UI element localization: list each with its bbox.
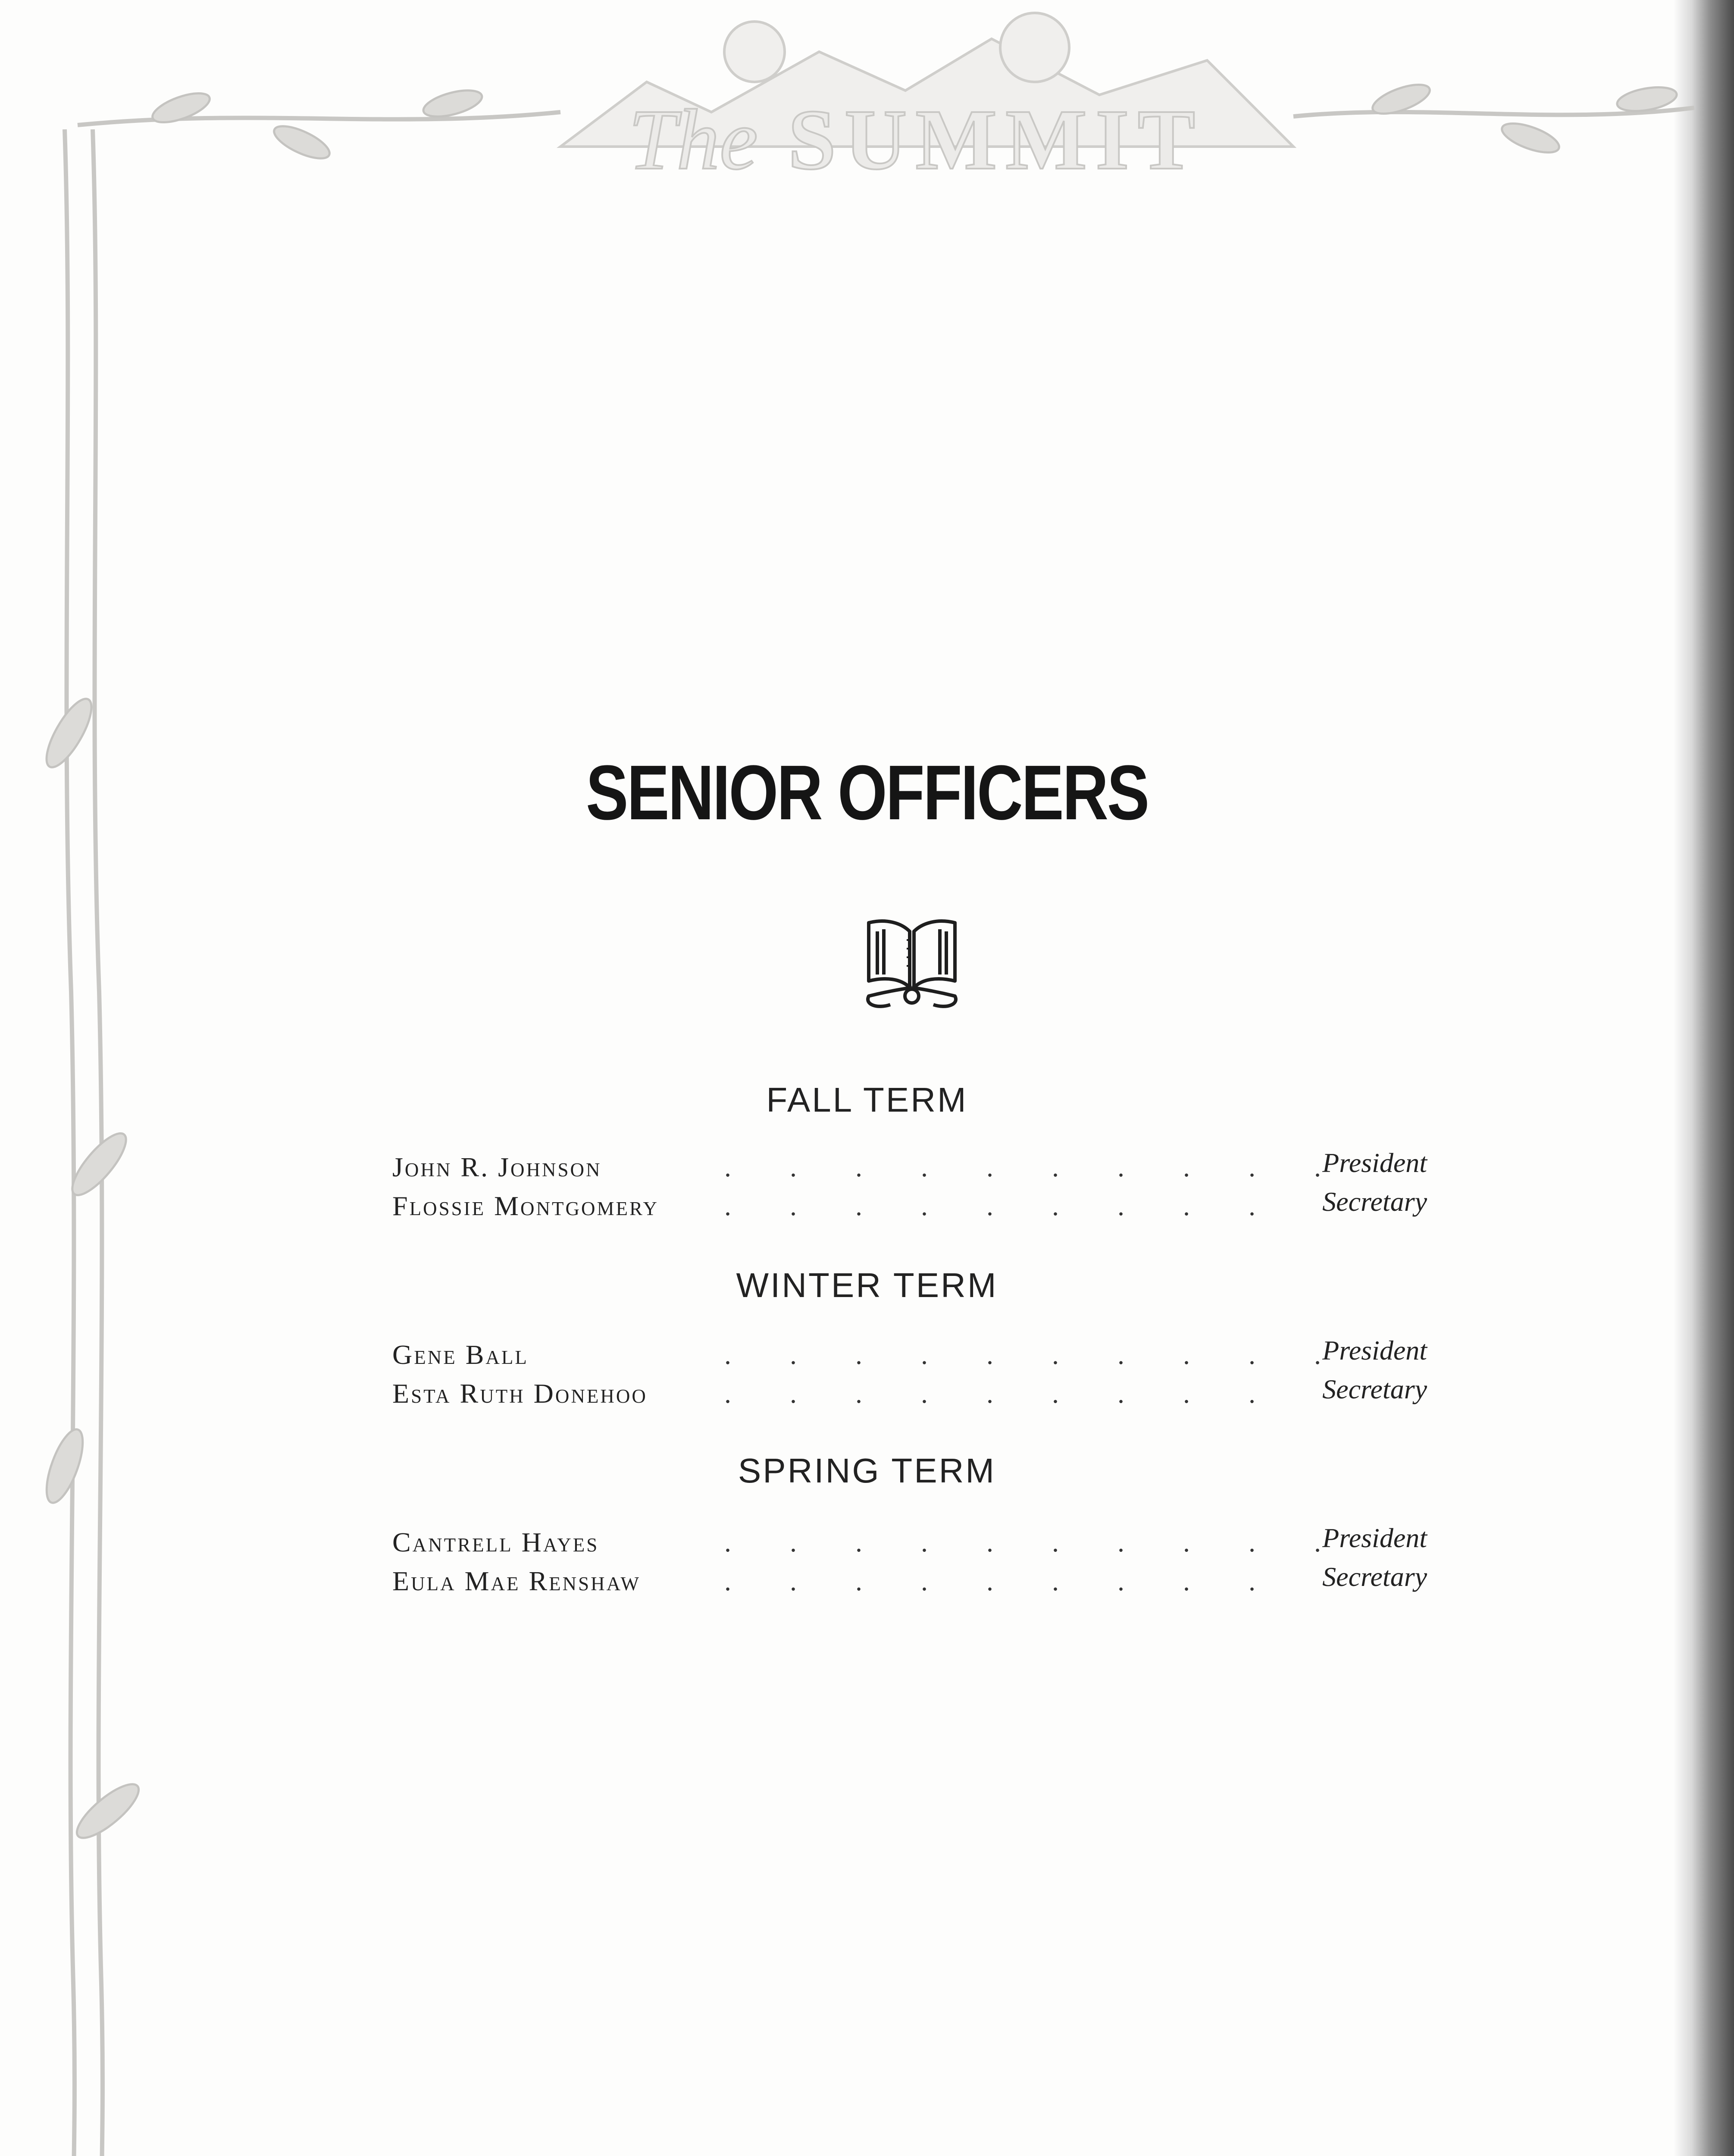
open-book-emblem-icon (860, 914, 964, 1013)
officer-row (392, 1374, 1427, 1416)
officer-role: President (1322, 1335, 1427, 1366)
masthead (539, 65, 1293, 188)
term-heading-spring: SPRING TERM (738, 1451, 996, 1490)
officer-name: Eula Mae Renshaw (392, 1566, 641, 1596)
officer-name: Esta Ruth Donehoo (392, 1378, 648, 1409)
officer-row (392, 1523, 1427, 1565)
masthead-the: The (628, 92, 758, 188)
officer-role: Secretary (1322, 1561, 1427, 1592)
officer-name: John R. Johnson (392, 1152, 602, 1182)
masthead-title (539, 91, 1293, 189)
officer-role: President (1322, 1523, 1427, 1553)
leader-dots: . . . . . . . . . . (724, 1527, 1321, 1557)
officer-role: Secretary (1322, 1186, 1427, 1217)
leader-dots: . . . . . . . . . (724, 1378, 1255, 1409)
leader-dots: . . . . . . . . . (724, 1566, 1255, 1596)
leader-dots: . . . . . . . . . (724, 1191, 1255, 1221)
officer-name: Gene Ball (392, 1339, 529, 1370)
masthead-name: SUMMIT (788, 92, 1204, 188)
officer-role: President (1322, 1147, 1427, 1178)
officer-row (392, 1561, 1427, 1604)
officer-row (392, 1335, 1427, 1378)
officer-role: Secretary (1322, 1374, 1427, 1404)
leader-dots: . . . . . . . . . . (724, 1339, 1321, 1370)
officer-name: Cantrell Hayes (392, 1527, 599, 1557)
officer-row (392, 1186, 1427, 1229)
term-heading-winter: WINTER TERM (736, 1266, 998, 1304)
page-title: SENIOR OFFICERS (586, 749, 1148, 836)
leader-dots: . . . . . . . . . . (724, 1152, 1321, 1182)
officer-row (392, 1147, 1427, 1190)
officer-name: Flossie Montgomery (392, 1191, 659, 1221)
term-heading-fall: FALL TERM (766, 1081, 968, 1119)
